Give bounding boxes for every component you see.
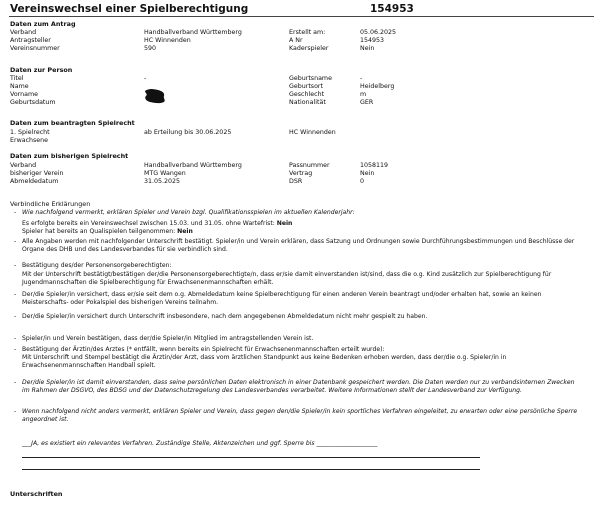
bullet-icon: - [14, 262, 17, 269]
declaration-item [14, 335, 582, 343]
field-value: Nein [360, 45, 375, 52]
bullet-icon: - [14, 379, 17, 386]
field-value: Nein [360, 170, 375, 177]
field-label: Erstellt am: [289, 29, 326, 36]
field-label: Geburtsort [289, 83, 323, 90]
person-row [10, 99, 595, 107]
declaration-subitem [22, 354, 582, 371]
antrag-row [10, 37, 595, 45]
field-label: Geburtsname [289, 75, 332, 82]
field-label: Verband [10, 162, 37, 169]
bullet-icon: - [14, 408, 17, 415]
declaration-subitem [22, 228, 582, 236]
beantragt-row [10, 137, 595, 145]
field-value: GER [360, 99, 374, 106]
person-row [10, 83, 595, 91]
bisherig-row [10, 178, 595, 186]
section-heading-beantragt: Daten zum beantragten Spielrecht [10, 119, 135, 127]
bullet-icon: - [14, 291, 17, 298]
declaration-text: Wenn nachfolgend nicht anders vermerkt, erklären Spieler und Verein, dass gegen den/die Spieler/in kein sportliches Verfahren eingeleitet, zu erwarten oder eine persönliche Sperre angeordnet ist. [22, 408, 578, 424]
bullet-icon: - [14, 209, 17, 216]
field-label: 1. Spielrecht [10, 129, 50, 136]
field-value: MTG Wangen [144, 170, 186, 177]
blank-line [22, 469, 480, 470]
beantragt-row [10, 129, 595, 137]
declaration-item [14, 379, 582, 396]
declarations-heading: Verbindliche Erklärungen [10, 200, 91, 208]
field-label: Abmeldedatum [10, 178, 59, 185]
antrag-row [10, 29, 595, 37]
person-row [10, 75, 595, 83]
procedure-line [22, 440, 582, 448]
field-value: 0 [360, 178, 365, 185]
field-label: Geschlecht [289, 91, 325, 98]
declaration-text: Alle Angaben werden mit nachfolgender Unterschrift bestätigt. Spieler/in und Verein erklären, dass Satzung und Ordnungen sowie Durchführungsbestimmungen und Beschlüsse der Organe des DHB und des Landesverbandes für sie verbindlich sind. [22, 238, 575, 254]
declaration-text: Spieler/in und Verein bestätigen, dass der/die Spieler/in Mitglied im antragstellenden Verein ist. [22, 335, 314, 342]
declaration-text: Mit Unterschrift und Stempel bestätigt die Ärztin/der Arzt, dass vom ärztlichen Standpunkt aus keine Bedenken erhoben werden, dass der/die o.g. Spieler/in in Erwachsenenmannschaften Handball spielt. [22, 354, 507, 370]
field-value: ab Erteilung bis 30.06.2025 [144, 129, 232, 136]
field-label: Verband [10, 29, 37, 36]
field-value: Heidelberg [360, 83, 395, 90]
bisherig-row [10, 162, 595, 170]
field-value: Handballverband Württemberg [144, 29, 242, 36]
field-value: m [360, 91, 367, 98]
declaration-text: ___JA, es existiert ein relevantes Verfahren. Zuständige Stelle, Aktenzeichen und ggf. Sperre bis ____________________ [22, 440, 378, 447]
field-label: DSR [289, 178, 303, 185]
field-label: bisheriger Verein [10, 170, 64, 177]
blank-line [22, 457, 480, 458]
redaction-mark [144, 88, 166, 104]
declaration-item [14, 408, 582, 425]
declaration-text: Wie nachfolgend vermerkt, erklären Spieler und Verein bzgl. Qualifikationsspielen im aktuellen Kalenderjahr: [22, 209, 355, 216]
declaration-text: Der/die Spieler/in ist damit einverstanden, dass seine persönlichen Daten elektronisch in einer Datenbank gespeichert werden. Die Daten werden nur zu verbandsinternen Zwecken im Rahmen der DSGVO, des BDSG und der Datenschutzregelung des Landesverbandes verarbeitet. Weitere Informationen stellt der Landesverband zur Verfügung. [22, 379, 575, 395]
bullet-icon: - [14, 346, 17, 353]
declaration-text: Bestätigung des/der Personensorgeberechtigten: [22, 262, 172, 269]
field-value: 1058119 [360, 162, 389, 169]
bullet-icon: - [14, 335, 17, 342]
field-label: A Nr [289, 37, 303, 44]
field-label: Name [10, 83, 29, 90]
antrag-row [10, 45, 595, 53]
field-value: 05.06.2025 [360, 29, 397, 36]
field-label: Kaderspieler [289, 45, 329, 52]
field-value: Handballverband Württemberg [144, 162, 242, 169]
declaration-item [14, 313, 582, 321]
document-title: Vereinswechsel einer Spielberechtigung [10, 3, 249, 15]
bisherig-row [10, 170, 595, 178]
field-label: Vorname [10, 91, 39, 98]
document-header [10, 3, 595, 16]
declaration-text: Mit der Unterschrift bestätigt/bestätigen der/die Personensorgeberechtigte/n, dass er/sie damit einverstanden ist/sind, dass die o.g. Kind zusätzlich zur Spielberechtigung für Jugendmannschaften die Spielberechtigung für Erwachsenenmannschaften erhält. [22, 271, 552, 287]
field-value: 590 [144, 45, 157, 52]
field-label: Titel [10, 75, 24, 82]
person-row [10, 91, 595, 99]
field-value: - [360, 75, 363, 82]
declaration-value: Nein [177, 228, 193, 235]
field-label: Vereinsnummer [10, 45, 60, 52]
field-label: Geburtsdatum [10, 99, 56, 106]
declaration-subitem [22, 271, 582, 288]
declaration-text: Spieler hat bereits an Qualispielen teilgenommen: [22, 228, 176, 235]
declaration-value: Nein [276, 220, 293, 227]
field-value: 154953 [360, 37, 385, 44]
header-rule [9, 16, 594, 17]
field-label: Erwachsene [10, 137, 49, 144]
bullet-icon: - [14, 313, 17, 320]
signatures-heading: Unterschriften [10, 490, 63, 498]
section-heading-antrag: Daten zum Antrag [10, 20, 76, 28]
declaration-item [14, 238, 582, 255]
field-label: Nationalität [289, 99, 326, 106]
declaration-text: Der/die Spieler/in versichert, dass er/sie seit dem o.g. Abmeldedatum keine Spielberechtigung für einen anderen Verein beantragt und/oder erhalten hat, sowie an keinen Meisterschafts- oder Pokalspiel des bisherigen Vereins teilnahm. [22, 291, 542, 307]
declaration-item [14, 209, 582, 217]
declaration-text: Es erfolgte bereits ein Vereinswechsel zwischen 15.03. und 31.05. ohne Wartefrist: [22, 220, 275, 227]
field-label: Vertrag [289, 170, 313, 177]
field-value: 31.05.2025 [144, 178, 181, 185]
field-value: - [144, 75, 147, 82]
section-heading-bisherig: Daten zum bisherigen Spielrecht [10, 152, 129, 160]
declaration-text: Bestätigung der Ärztin/des Arztes (* entfällt, wenn bereits ein Spielrecht für Erwachsenenmannschaften erteilt wurde): [22, 346, 385, 353]
section-heading-person: Daten zur Person [10, 66, 73, 74]
field-value: HC Winnenden [144, 37, 191, 44]
field-value: HC Winnenden [289, 129, 336, 136]
application-number: 154953 [370, 3, 414, 15]
declaration-text: Der/die Spieler/in versichert durch Unterschrift insbesondere, nach dem angegebenen Abmeldedatum nicht mehr gespielt zu haben. [22, 313, 428, 320]
field-label: Passnummer [289, 162, 330, 169]
bullet-icon: - [14, 238, 17, 245]
declaration-item [14, 262, 582, 270]
declaration-item [14, 291, 582, 308]
field-label: Antragsteller [10, 37, 51, 44]
